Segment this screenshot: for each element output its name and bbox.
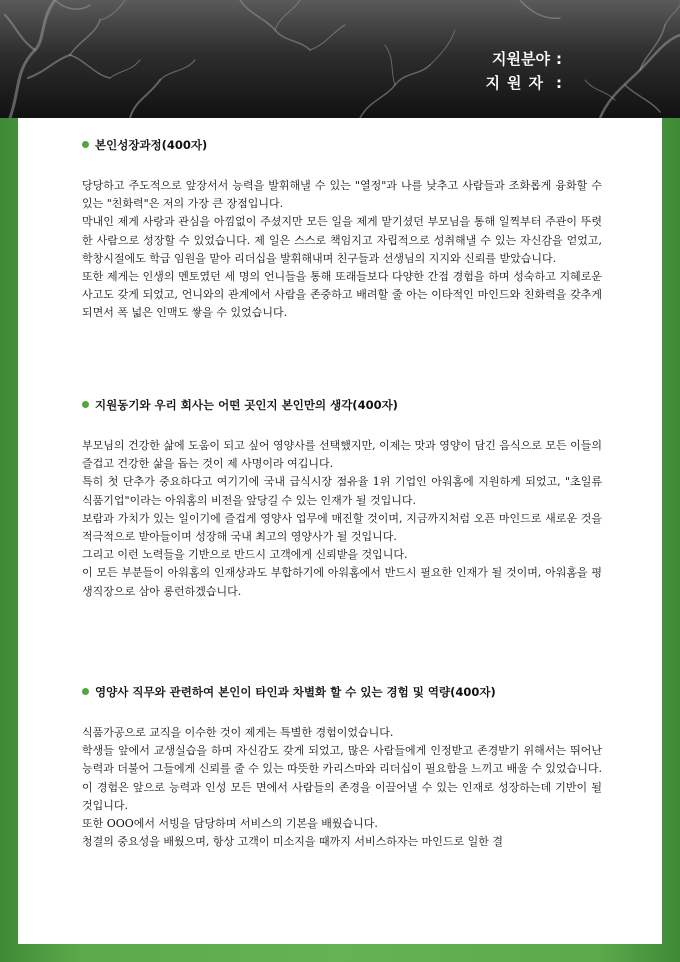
paragraph: 또한 OOO에서 서빙을 담당하며 서비스의 기본을 배웠습니다. [82,817,378,831]
field-label: 지원분야 [492,50,550,68]
paragraph: 막내인 제게 사랑과 관심을 아낌없이 주셨지만 모든 일을 제게 맡기셨던 부모님을 통해 일찍부터 주관이 뚜렷한 사람으로 성장할 수 있었습니다. 제 일은 스스로 책임지고 자립적으로 성취해낼 수 있는 자신감을 얻었고, 학창시절에도 학급 임원을 맡아 리더십을 발휘해내며 친구들과 선생님의 지지와 신뢰를 받았습니다. [82,215,602,265]
paragraph: 청결의 중요성을 배웠으며, 항상 고객이 미소지을 때까지 서비스하자는 마인드로 일한 결 [82,835,503,849]
section-title: 본인성장과정(400자) [95,138,208,152]
paragraph: 그리고 이런 노력들을 기반으로 반드시 고객에게 신뢰받을 것입니다. [82,548,408,562]
applicant-colon: : [556,74,562,92]
section-heading [82,396,602,415]
section-heading [82,683,602,702]
field-colon: : [556,50,562,68]
paragraph: 이 모든 부분들이 아워홈의 인재상과도 부합하기에 아워홈에서 반드시 필요한 인재가 될 것이며, 아워홈을 평생직장으로 삼아 롱런하겠습니다. [82,566,602,598]
paragraph: 학생들 앞에서 교생실습을 하며 자신감도 갖게 되었고, 많은 사람들에게 인정받고 존경받기 위해서는 뛰어난 능력과 더불어 그들에게 신뢰를 줄 수 있는 따뜻한 카리스마와 리더십이 필요함을 느끼고 배울 수 있었습니다. 이 경험은 앞으로 능력과 인성 모든 면에서 사람들의 존경을 이끌어낼 수 있는 인재로 성장하는데 기반이 될 것입니다. [82,744,602,812]
paragraph: 특히 첫 단추가 중요하다고 여기기에 국내 급식시장 점유율 1위 기업인 아워홈에 지원하게 되었고, "초일류 식품기업"이라는 아워홈의 비전을 앞당길 수 있는 인재가 될 것입니다. [82,475,602,507]
bullet-icon [82,688,89,695]
coral-branch-decoration [0,0,680,118]
section-title: 영양사 직무와 관련하여 본인이 타인과 차별화 할 수 있는 경험 및 역량(400자) [95,685,496,699]
section-heading [82,136,602,155]
section-growth [82,136,602,323]
header-banner [0,0,680,118]
applicant-row [486,72,562,93]
paragraph: 또한 제게는 인생의 멘토였던 세 명의 언니들을 통해 또래들보다 다양한 간접 경험을 하며 성숙하고 지혜로운 사고도 갖게 되었고, 언니와의 관계에서 사람을 존중하고 배려할 줄 아는 이타적인 마인드와 친화력을 갖추게 되면서 폭 넓은 인맥도 쌓을 수 있었습니다. [82,270,602,320]
applicant-label: 지원자 [485,74,550,92]
bullet-icon [82,141,89,148]
field-row [492,48,562,69]
paragraph: 부모님의 건강한 삶에 도움이 되고 싶어 영양사를 선택했지만, 이제는 맛과 영양이 담긴 음식으로 모든 이들의 즐겁고 건강한 삶을 돕는 것이 제 사명이라 여깁니다. [82,439,602,471]
section-motivation [82,396,602,601]
paragraph: 당당하고 주도적으로 앞장서서 능력을 발휘해낼 수 있는 "열정"과 나를 낮추고 사람들과 조화롭게 융화할 수 있는 "친화력"은 저의 가장 큰 장점입니다. [82,179,602,211]
paragraph: 보람과 가치가 있는 일이기에 즐겁게 영양사 업무에 매진할 것이며, 지금까지처럼 오픈 마인드로 새로운 것을 적극적으로 받아들이며 성장해 국내 최고의 영양사가 될 것입니다. [82,511,602,544]
bullet-icon [82,401,89,408]
section-competency [82,683,602,851]
paragraph: 식품가공으로 교직을 이수한 것이 제게는 특별한 경험이었습니다. [82,726,394,739]
section-title: 지원동기와 우리 회사는 어떤 곳인지 본인만의 생각(400자) [95,398,398,412]
